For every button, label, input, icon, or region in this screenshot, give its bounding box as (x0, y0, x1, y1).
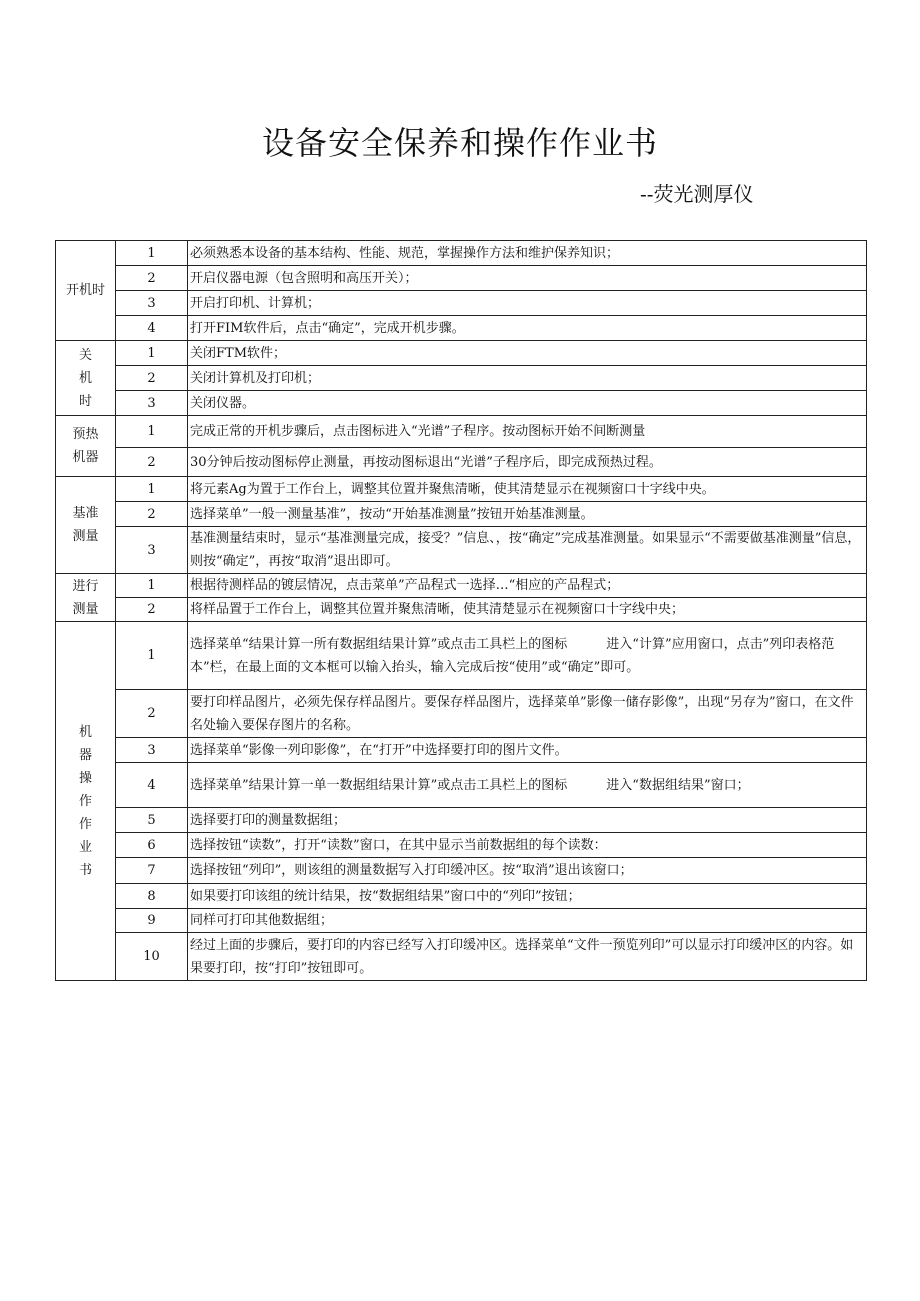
table-row (56, 884, 867, 909)
step-number: 3 (116, 391, 188, 416)
step-text: 基准测量结束时，显示“基准测量完成，接受？”信息、，按“确定”完成基准测量。如果显示“不需要做基准测量”信息，则按“确定”，再按“取消”退出即可。 (188, 527, 867, 574)
step-text: 完成正常的开机步骤后，点击图标进入“光谱”子程序。按动图标开始不间断测量 (188, 416, 867, 448)
section-label: 关 机 时 (56, 341, 116, 416)
step-number: 5 (116, 808, 188, 833)
step-number: 2 (116, 366, 188, 391)
step-number: 2 (116, 598, 188, 622)
section-label: 机 器 操 作 作 业 书 (56, 622, 116, 981)
section-label: 预热 机器 (56, 416, 116, 477)
table-row (56, 738, 867, 763)
step-text: 要打印样品图片，必须先保存样品图片。要保存样品图片，选择菜单”影像一储存影像”，出现“另存为”窗口，在文件名处输入要保存图片的名称。 (188, 690, 867, 738)
section-label: 基准 测量 (56, 477, 116, 574)
step-number: 3 (116, 291, 188, 316)
page-title: 设备安全保养和操作作业书 (261, 124, 658, 162)
step-number: 2 (116, 690, 188, 738)
step-text: 选择要打印的测量数据组； (188, 808, 867, 833)
page-subtitle: --荧光测厚仪 (640, 182, 754, 206)
table-row (56, 598, 867, 622)
table-row (56, 574, 867, 598)
table-row (56, 391, 867, 416)
table-row (56, 341, 867, 366)
step-number: 4 (116, 763, 188, 808)
table-row (56, 291, 867, 316)
step-number: 1 (116, 416, 188, 448)
table-row (56, 416, 867, 448)
table-row (56, 477, 867, 502)
step-number: 2 (116, 266, 188, 291)
step-text: 将元素Ag为置于工作台上，调整其位置并聚焦清晰，使其清楚显示在视频窗口十字线中央。 (188, 477, 867, 502)
step-text: 选择菜单”结果计算一单一数据组结果计算”或点击工具栏上的图标 进入“数据组结果”窗口； (188, 763, 867, 808)
section-label: 开机时 (56, 241, 116, 341)
step-number: 2 (116, 448, 188, 477)
table-row (56, 316, 867, 341)
step-text: 关闭仪器。 (188, 391, 867, 416)
step-text: 选择菜单“结果计算一所有数据组结果计算”或点击工具栏上的图标 进入“计算”应用窗口，点击”列印表格范本”栏，在最上面的文本框可以输入抬头，输入完成后按“使用”或“确定”即可。 (188, 622, 867, 690)
step-number: 8 (116, 884, 188, 909)
step-number: 9 (116, 909, 188, 933)
step-text: 根据待测样品的镀层情况，点击菜单”产品程式一选择…“相应的产品程式； (188, 574, 867, 598)
table-row (56, 448, 867, 477)
step-text: 开启打印机、计算机； (188, 291, 867, 316)
step-text: 同样可打印其他数据组； (188, 909, 867, 933)
step-text: 选择菜单“影像一列印影像”，在“打开”中选择要打印的图片文件。 (188, 738, 867, 763)
step-number: 1 (116, 574, 188, 598)
table-row (56, 266, 867, 291)
table-row (56, 808, 867, 833)
table-row (56, 241, 867, 266)
table-row (56, 502, 867, 527)
step-text: 必须熟悉本设备的基本结构、性能、规范，掌握操作方法和维护保养知识； (188, 241, 867, 266)
table-row (56, 690, 867, 738)
procedure-table (55, 240, 867, 981)
table-row (56, 833, 867, 858)
step-number: 1 (116, 241, 188, 266)
table-row (56, 763, 867, 808)
step-number: 3 (116, 527, 188, 574)
table-row (56, 858, 867, 884)
table-row (56, 909, 867, 933)
table-row (56, 933, 867, 981)
step-text: 关闭计算机及打印机； (188, 366, 867, 391)
section-label: 进行 测量 (56, 574, 116, 622)
step-text: 选择菜单”一般一测量基准”，按动“开始基准测量”按钮开始基准测量。 (188, 502, 867, 527)
step-text: 选择按钮“列印”，则该组的测量数据写入打印缓冲区。按“取消”退出该窗口； (188, 858, 867, 884)
step-text: 如果要打印该组的统计结果，按“数据组结果”窗口中的“列印”按钮； (188, 884, 867, 909)
step-text: 将样品置于工作台上，调整其位置并聚焦清晰，使其清楚显示在视频窗口十字线中央； (188, 598, 867, 622)
step-number: 3 (116, 738, 188, 763)
step-text: 经过上面的步骤后，要打印的内容已经写入打印缓冲区。选择菜单“文件一预览列印”可以显示打印缓冲区的内容。如果要打印，按“打印”按钮即可。 (188, 933, 867, 981)
step-text: 开启仪器电源（包含照明和高压开关）； (188, 266, 867, 291)
step-number: 1 (116, 622, 188, 690)
step-number: 6 (116, 833, 188, 858)
step-number: 2 (116, 502, 188, 527)
step-number: 4 (116, 316, 188, 341)
step-text: 选择按钮“读数”，打开“读数”窗口，在其中显示当前数据组的每个读数： (188, 833, 867, 858)
step-text: 打开FIM软件后，点击“确定”，完成开机步骤。 (188, 316, 867, 341)
step-number: 7 (116, 858, 188, 884)
table-row (56, 366, 867, 391)
step-number: 10 (116, 933, 188, 981)
table-row (56, 622, 867, 690)
step-text: 关闭FTM软件； (188, 341, 867, 366)
step-number: 1 (116, 477, 188, 502)
step-number: 1 (116, 341, 188, 366)
step-text: 30分钟后按动图标停止测量，再按动图标退出“光谱”子程序后，即完成预热过程。 (188, 448, 867, 477)
table-row (56, 527, 867, 574)
